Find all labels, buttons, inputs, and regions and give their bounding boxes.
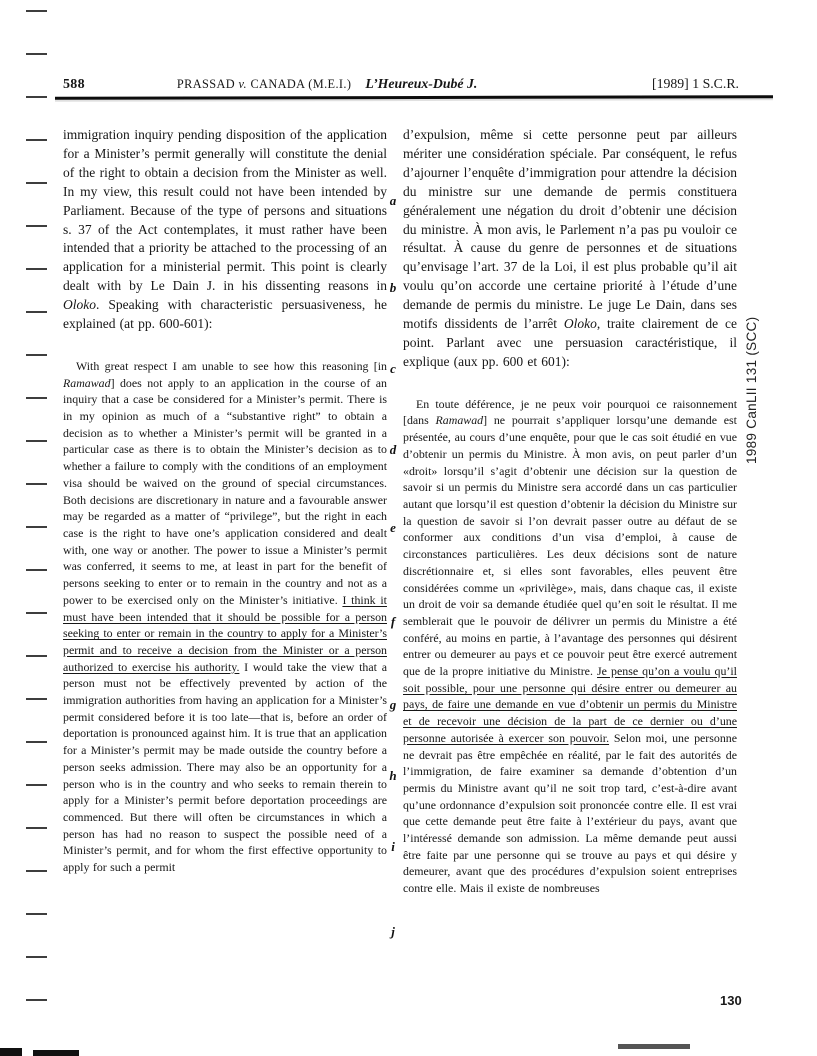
margin-letter-a: a — [389, 193, 397, 208]
margin-letter-g: g — [389, 697, 397, 712]
page-header — [63, 76, 739, 93]
margin-letter-h: h — [389, 768, 397, 783]
report-citation: [1989] 1 S.C.R. — [651, 76, 739, 91]
french-column — [403, 126, 737, 897]
canlii-citation-stamp: 1989 CanLII 131 (SCC) — [744, 316, 759, 464]
header-rule — [55, 95, 773, 100]
margin-letter-b: b — [389, 280, 397, 295]
margin-letter-d: d — [389, 442, 397, 457]
english-block-quote: With great respect I am unable to see how this reasoning [in Ramawad] does not apply to an application in the course of an inquiry that a case be considered for a Minister’s permit. There is in my opinion as much of a “substantive right” to obtain a decision as to whether a Minister’s permit will be granted in a particular case as there is to obtain the Minister’s decision as to whether a failure to comply with the conditions of an employment visa should be waived on the ground of special circumstances. Both decisions are discretionary in nature and a favourable answer may be regarded as a matter of “privilege”, but the right in each case is the right to have one’s application considered and dealt with, one way or another. The power to issue a Minister’s permit was conferred, it seems to me, at least in part for the benefit of persons seeking to enter or to remain in the country and not as a power to be exercised only on the Minister’s initiative. I think it must have been intended that it should be possible for a person seeking to enter or remain in the country to apply for a Minister’s permit and to receive a decision from the Minister or a person authorized to exercise his authority. I would take the view that a person must not be effectively prevented by action of the immigration authorities from having an application for a Minister’s permit considered before it is too late—that is, before an order of deportation is pronounced against him. It is true that an application for a Minister’s permit may be made outside the country before a person seeks admission. There may also be an opportunity for a person who is in the country and who seeks to remain therein to apply for a Minister’s permit before deportation proceedings are commenced. But there will often be circumstances in which a person has had no reason to suspect the possible need of a Minister’s permit, and for whom the first effective opportunity to apply for such a permit — [63, 358, 387, 875]
margin-letter-j: j — [391, 924, 395, 939]
two-column-body — [63, 126, 737, 897]
judge-name: L’Heureux-Dubé J. — [365, 76, 478, 91]
english-paragraph: immigration inquiry pending disposition of the application for a Minister’s permit generally will constitute the denial of the right to obtain a decision from the Minister as well. In my view, this result could not have been intended by Parliament. Because of the type of persons and situations s. 37 of the Act contemplates, it must rather have been intended that a priority be attached to the processing of an application for a ministerial permit. This point is clearly dealt with by Le Dain J. in his dissenting reasons in Oloko. Speaking with characteristic persuasiveness, he explained (at pp. 600-601): — [63, 127, 387, 332]
header-page-number: 588 — [63, 77, 85, 92]
french-block-quote: En toute déférence, je ne peux voir pourquoi ce raisonnement [dans Ramawad] ne pourrait s’appliquer lorsqu’une demande est présentée, au cours d’une enquête, pour que le cas soit étudié en vue d’obtenir un permis du Ministre. À mon avis, on peut parler d’un «droit» lorsqu’il s’agit d’obtenir une décision sur la question de savoir si un permis du Ministre sera accordé dans un cas particulier autant que lorsqu’il est question d’obtenir la décision du Ministre sur la question de savoir si l’on devrait passer outre au défaut de se conformer aux conditions d’un visa d’emploi, à cause de circonstances particulières. Les deux décisions sont de nature discrétionnaire et, si elles sont favorables, elles peuvent être considérées comme un «privilège», mais, dans chaque cas, il existe un droit de voir sa demande étudiée quel qu’en soit le résultat. Il me semblerait que le pouvoir de délivrer un permis du Ministre a été conféré, au moins en partie, à l’avantage des personnes qui désirent entrer ou demeurer au pays et ce pouvoir peut être exercé autrement que de la propre initiative du Ministre. Je pense qu’on a voulu qu’il soit possible, pour une personne qui désire entrer ou demeurer au pays, de faire une demande en vue d’obtenir un permis du Ministre et de recevoir une décision de la part de ce dernier ou d’une personne autorisée à exercer son pouvoir. Selon moi, une personne ne devrait pas être empêchée en réalité, par le fait des autorités de l’immigration, de faire examiner sa demande d’obtention d’un permis du Ministre avant qu’il ne soit trop tard, c’est-à-dire avant qu’une ordonnance d’expulsion soit prononcée contre elle. Il est vrai que cette demande peut être faite à l’extérieur du pays, avant que l’intéressé demande son admission. La même demande peut aussi être faite par une personne qui se trouve au pays et qui désire y demeurer, avant que des procédures d’expulsion soient entreprises contre elle. Mais il existe de nombreuses — [403, 396, 737, 896]
left-margin-scan-marks — [26, 10, 47, 1024]
margin-letter-f: f — [390, 614, 396, 629]
margin-letter-i: i — [391, 839, 395, 854]
footer-page-number: 130 — [720, 993, 742, 1008]
scan-artifact — [0, 1048, 22, 1056]
french-paragraph: d’expulsion, même si cette personne peut par ailleurs mériter une considération spéciale. Par conséquent, le refus d’ajourner l’enquête d’immigration pour attendre la décision du ministre sur une demande de permis constituera généralement une négation du droit d’obtenir une décision du ministre. À mon avis, le Parlement n’a pas pu vouloir ce résultat. À cause du genre de personnes et de situations qu’envisage l’art. 37 de la Loi, il est plus probable qu’il ait voulu qu’on accorde une certaine priorité à l’étude d’une demande de permis du ministre. Le juge Le Dain, dans ses motifs dissidents de l’arrêt Oloko, traite clairement de ce point. Parlant avec une persuasion caractéristique, il explique (aux pp. 600 et 601): — [403, 127, 737, 369]
scan-artifact — [618, 1044, 690, 1049]
case-title: PRASSAD v. CANADA (M.E.I.) — [176, 77, 352, 91]
margin-letter-e: e — [390, 520, 396, 535]
margin-letter-c: c — [390, 361, 396, 376]
scan-artifact — [33, 1050, 79, 1056]
english-column — [63, 126, 387, 897]
